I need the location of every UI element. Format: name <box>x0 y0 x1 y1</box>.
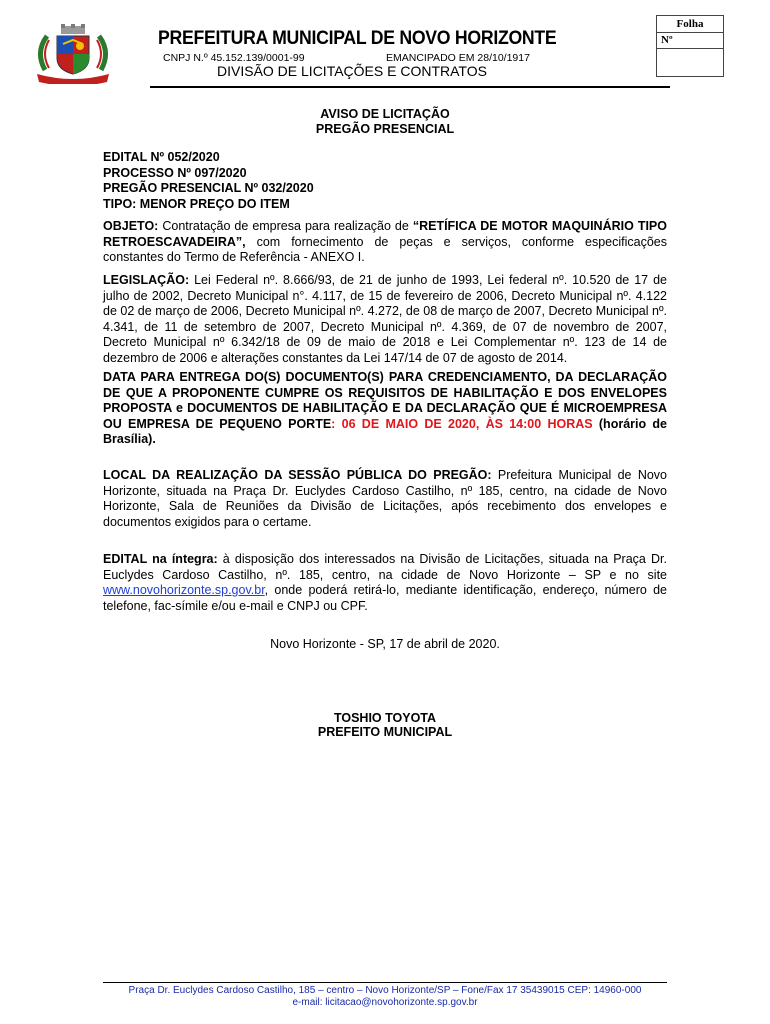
notice-title: AVISO DE LICITAÇÃO <box>320 107 450 121</box>
folha-label: Folha <box>657 16 723 33</box>
folha-stamp-box <box>656 15 724 77</box>
header-divider <box>150 86 670 88</box>
local-label: LOCAL DA REALIZAÇÃO DA SESSÃO PÚBLICA DO PREGÃO: <box>103 468 492 482</box>
header-title: PREFEITURA MUNICIPAL DE NOVO HORIZONTE <box>158 28 557 49</box>
data-entrega-text: DATA PARA ENTREGA DO(S) DOCUMENTO(S) PARA CREDENCIAMENTO, DA DECLARAÇÃO DE QUE A PROPONENTE CUMPRE OS REQUISITOS DE HABILITAÇÃO E DOS ENVELOPES PROPOSTA e DOCUMENTOS DE HABILITAÇÃO E DA DECLARAÇÃO QUE É MICROEMPRESA OU EMPRESA DE PEQUENO PORTE <box>103 370 667 431</box>
data-entrega-timezone: (horário de Brasília). <box>103 416 667 446</box>
numero-label: Nº <box>657 33 723 49</box>
objeto-text-2: com fornecimento de peças e serviços, conforme especificações constantes do Termo de Referência - ANEXO I. <box>103 234 667 264</box>
signature-name: TOSHIO TOYOTA <box>333 711 437 725</box>
website-link[interactable]: www.novohorizonte.sp.gov.br <box>103 583 265 597</box>
edital-integra-text-2: , onde poderá retirá-lo, mediante identificação, endereço, número de telefone, fac-símile e/ou e-mail e CNPJ ou CPF. <box>103 583 667 613</box>
footer-address: Praça Dr. Euclydes Cardoso Castilho, 185 – centro – Novo Horizonte/SP – Fone/Fax 17 35439015 CEP: 14960-000 <box>128 985 642 996</box>
legislacao-label: LEGISLAÇÃO: <box>103 273 190 287</box>
edital-integra-paragraph <box>103 552 667 614</box>
local-text: Prefeitura Municipal de Novo Horizonte, situada na Praça Dr. Euclydes Cardoso Castilho, nº 185, centro, na cidade de Novo Horizonte, Sala de Reuniões da Divisão de Licitações, após recebimento dos envelopes e documentos exigidos para o certame. <box>103 468 667 529</box>
objeto-label: OBJETO: <box>103 219 159 233</box>
data-entrega-paragraph <box>103 370 667 448</box>
signature-role: PREFEITO MUNICIPAL <box>317 725 453 739</box>
notice-identifiers <box>103 150 314 212</box>
legislacao-text: Lei Federal nº. 8.666/93, de 21 de junho de 1993, Lei federal nº. 10.520 de 17 de julho de 2002, Decreto Municipal n°. 4.117, de 15 de fevereiro de 2006, Decreto Municipal nº. 4.122 de 02 de março de 2006, Decreto Municipal nº. 4.272, de 08 de março de 2007, Decreto Municipal nº. 4.341, de 11 de setembro de 2007, Decreto Municipal nº. 4.369, de 07 de novembro de 2007, Decreto Municipal nº 6.342/18 de 09 de maio de 2018 e Lei Complementar nº. 123 de 14 de dezembro de 2006 e alterações constantes da Lei 147/14 de 07 de agosto de 2014. <box>103 273 667 365</box>
header-emancipado: EMANCIPADO EM 28/10/1917 <box>386 52 530 64</box>
edital-integra-text-1: à disposição dos interessados na Divisão de Licitações, situada na Praça Dr. Euclydes Cardoso Castilho, nº. 185, centro, na cidade de Novo Horizonte – SP e no site <box>103 552 667 582</box>
objeto-text-1: Contratação de empresa para realização de <box>158 219 413 233</box>
footer-divider <box>103 982 667 983</box>
pregao-number: PREGÃO PRESENCIAL Nº 032/2020 <box>103 181 314 195</box>
footer-email: e-mail: licitacao@novohorizonte.sp.gov.br <box>292 997 478 1008</box>
edital-integra-label: EDITAL na íntegra: <box>103 552 218 566</box>
legislacao-paragraph <box>103 273 667 366</box>
municipal-crest-logo <box>33 24 113 84</box>
processo-number: PROCESSO Nº 097/2020 <box>103 165 247 180</box>
objeto-paragraph <box>103 219 667 266</box>
edital-number: EDITAL Nº 052/2020 <box>103 150 220 164</box>
local-paragraph <box>103 468 667 530</box>
objeto-bold: “RETÍFICA DE MOTOR MAQUINÁRIO TIPO RETROESCAVADEIRA”, <box>103 219 667 249</box>
data-entrega-date: : 06 DE MAIO DE 2020, ÀS 14:00 HORAS <box>331 416 593 431</box>
tipo-line: TIPO: MENOR PREÇO DO ITEM <box>103 196 290 211</box>
date-line: Novo Horizonte - SP, 17 de abril de 2020. <box>270 637 500 651</box>
header-cnpj: CNPJ N.º 45.152.139/0001-99 <box>163 52 305 64</box>
notice-subtitle: PREGÃO PRESENCIAL <box>315 122 455 136</box>
header-division: DIVISÃO DE LICITAÇÕES E CONTRATOS <box>217 63 487 79</box>
